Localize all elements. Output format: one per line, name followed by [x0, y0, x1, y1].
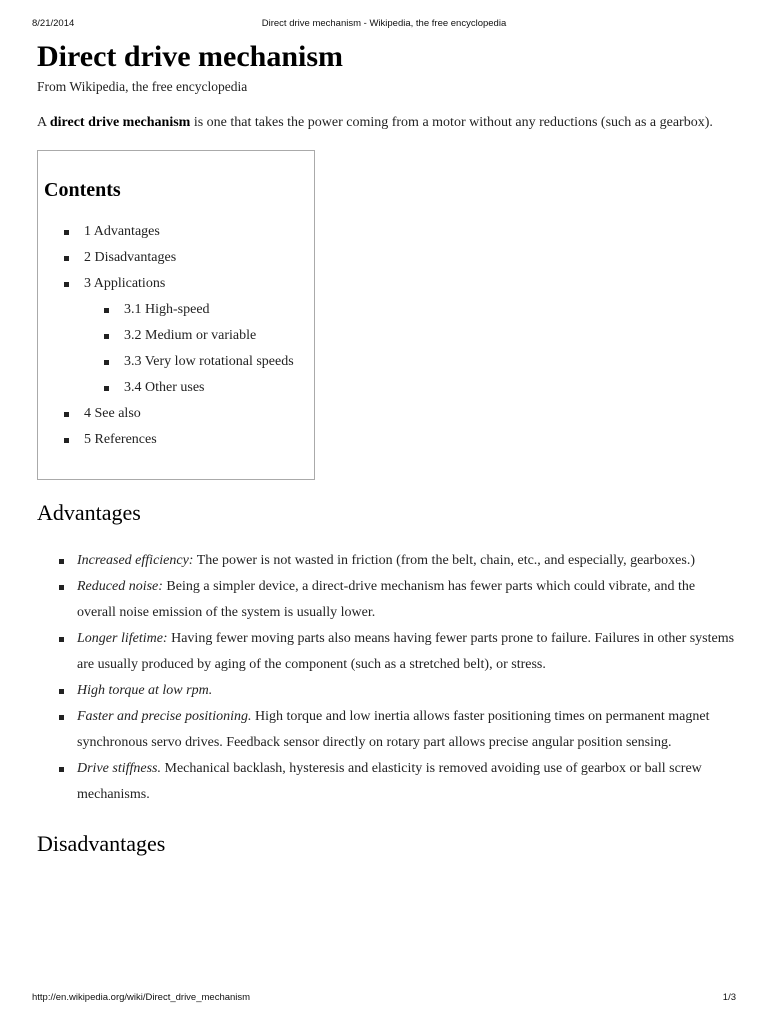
advantage-item	[37, 678, 737, 704]
advantage-text: Mechanical backlash, hysteresis and elasticity is removed avoiding use of gearbox or ball screw mechanisms.	[77, 761, 702, 802]
intro-text-after: is one that takes the power coming from a motor without any reductions (such as a gearbox).	[190, 115, 713, 130]
intro-bold-term: direct drive mechanism	[49, 115, 191, 130]
advantage-text: Being a simpler device, a direct-drive mechanism has fewer parts which could vibrate, and the overall noise emission of the system is usually lower.	[77, 579, 696, 620]
toc-item-see-also[interactable]: 4 See also	[44, 401, 314, 427]
advantage-item	[37, 626, 737, 678]
advantage-text: Having fewer moving parts also means having fewer parts prone to failure. Failures in other systems are usually produced by aging of the component (such as a stretched belt), or stress.	[77, 631, 735, 672]
advantage-term: High torque at low rpm.	[77, 683, 213, 698]
page-number: 1/3	[722, 992, 736, 1003]
toc-item-applications[interactable]: 3 Applications	[44, 271, 314, 297]
toc-item-medium-or-variable[interactable]: 3.2 Medium or variable	[44, 323, 314, 349]
table-of-contents	[37, 150, 315, 480]
intro-text-before: A	[37, 115, 50, 130]
advantage-term: Reduced noise:	[77, 579, 163, 594]
advantage-item	[37, 704, 737, 756]
advantages-list	[37, 548, 737, 808]
article-content	[37, 38, 737, 859]
advantage-item	[37, 548, 737, 574]
advantage-term: Drive stiffness.	[77, 761, 161, 776]
toc-title: Contents	[44, 179, 121, 201]
advantage-term: Increased efficiency:	[77, 553, 194, 568]
advantage-text: The power is not wasted in friction (from the belt, chain, etc., and especially, gearboxes.)	[193, 553, 695, 568]
advantages-heading: Advantages	[37, 500, 141, 525]
advantage-text: High torque and low inertia allows faster positioning times on permanent magnet synchronous servo drives. Feedback sensor directly on rotary part allows precise angular position sensing.	[77, 709, 710, 750]
intro-paragraph	[37, 112, 727, 134]
disadvantages-heading: Disadvantages	[37, 831, 166, 856]
advantage-item	[37, 574, 737, 626]
toc-item-references[interactable]: 5 References	[44, 427, 314, 453]
toc-item-advantages[interactable]: 1 Advantages	[44, 219, 314, 245]
article-title: Direct drive mechanism	[37, 40, 344, 73]
toc-item-very-low-speeds[interactable]: 3.3 Very low rotational speeds	[44, 349, 314, 375]
toc-item-disadvantages[interactable]: 2 Disadvantages	[44, 245, 314, 271]
page-url: http://en.wikipedia.org/wiki/Direct_drive_mechanism	[32, 992, 251, 1003]
print-date: 8/21/2014	[32, 18, 75, 29]
advantage-term: Longer lifetime:	[77, 631, 168, 646]
toc-item-high-speed[interactable]: 3.1 High-speed	[44, 297, 314, 323]
toc-item-other-uses[interactable]: 3.4 Other uses	[44, 375, 314, 401]
print-page-title: Direct drive mechanism - Wikipedia, the free encyclopedia	[261, 18, 507, 29]
article-tagline: From Wikipedia, the free encyclopedia	[37, 79, 248, 94]
advantage-item	[37, 756, 737, 808]
toc-list	[44, 219, 314, 453]
advantage-term: Faster and precise positioning.	[77, 709, 252, 724]
